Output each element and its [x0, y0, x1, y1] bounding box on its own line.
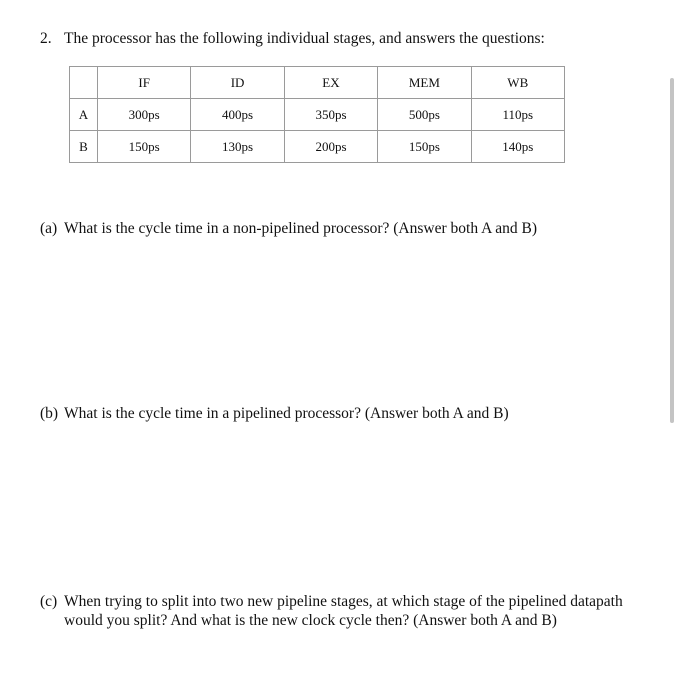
- subquestion-a: [40, 219, 630, 238]
- stage-latency-table: [69, 66, 565, 163]
- row-label-a: A: [70, 99, 98, 131]
- header-wb: WB: [471, 67, 564, 99]
- subquestion-label: (b): [40, 405, 59, 422]
- vertical-scrollbar[interactable]: [670, 78, 674, 423]
- table-cell: 400ps: [191, 99, 284, 131]
- table-cell: 150ps: [98, 131, 191, 163]
- header-if: IF: [98, 67, 191, 99]
- table-cell: 200ps: [284, 131, 377, 163]
- header-mem: MEM: [378, 67, 471, 99]
- table-corner-cell: [70, 67, 98, 99]
- table-row: [70, 99, 565, 131]
- table-cell: 140ps: [471, 131, 564, 163]
- table-cell: 300ps: [98, 99, 191, 131]
- row-label-b: B: [70, 131, 98, 163]
- table-cell: 500ps: [378, 99, 471, 131]
- header-id: ID: [191, 67, 284, 99]
- subquestion-label: (c): [40, 593, 58, 610]
- subquestion-text: What is the cycle time in a non-pipelined processor? (Answer both A and B): [64, 220, 538, 237]
- table-header-row: [70, 67, 565, 99]
- question-number: 2.: [40, 30, 52, 47]
- table-row: [70, 131, 565, 163]
- question-text: The processor has the following individual stages, and answers the questions:: [64, 30, 545, 47]
- subquestion-text: What is the cycle time in a pipelined processor? (Answer both A and B): [64, 405, 509, 422]
- table-cell: 350ps: [284, 99, 377, 131]
- table-cell: 110ps: [471, 99, 564, 131]
- subquestion-label: (a): [40, 220, 58, 237]
- subquestion-c: [40, 592, 630, 630]
- subquestion-b: [40, 404, 630, 423]
- table-cell: 150ps: [378, 131, 471, 163]
- question-heading: [40, 30, 545, 48]
- table-cell: 130ps: [191, 131, 284, 163]
- header-ex: EX: [284, 67, 377, 99]
- subquestion-text: When trying to split into two new pipeline stages, at which stage of the pipelined datapath would you split? And what is the new clock cycle then? (Answer both A and B): [64, 593, 623, 629]
